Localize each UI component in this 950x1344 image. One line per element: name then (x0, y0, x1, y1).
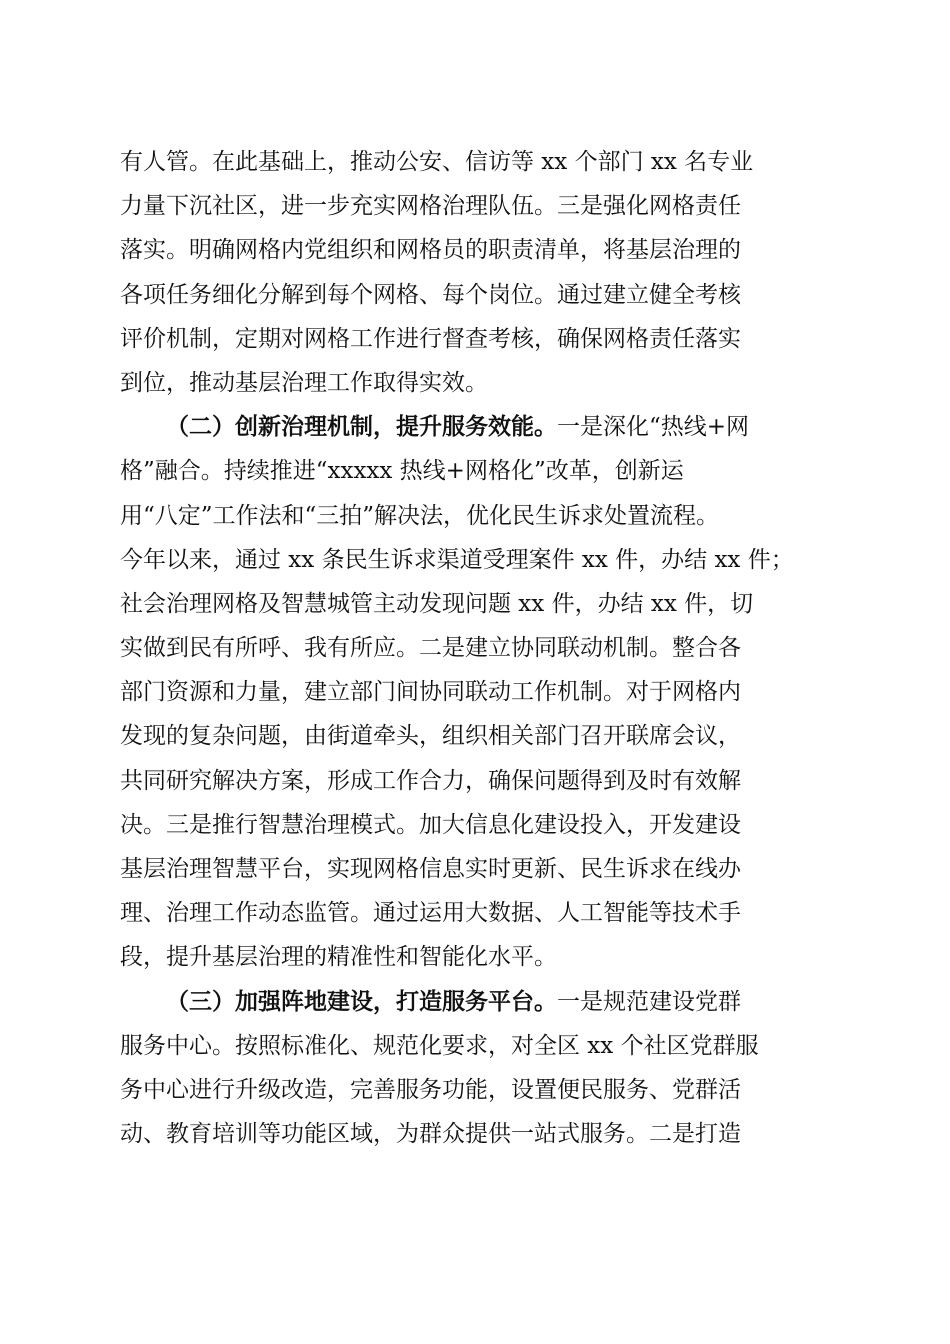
text-line (120, 980, 830, 1024)
text-line: 评价机制，定期对网格工作进行督查考核，确保网格责任落实 (120, 325, 741, 352)
paragraph-1 (120, 140, 830, 405)
text-line: 服务中心。按照标准化、规范化要求，对全区 xx 个社区党群服 (120, 1032, 759, 1059)
text-line: 动、教育培训等功能区域，为群众提供一站式服务。二是打造 (120, 1121, 741, 1148)
text-line: 今年以来，通过 xx 条民生诉求渠道受理案件 xx 件，办结 xx 件； (120, 546, 794, 573)
text-line: 各项任务细化分解到每个网格、每个岗位。通过建立健全考核 (120, 281, 741, 308)
paragraph-3 (120, 980, 830, 1157)
text-line: 格”融合。持续推进“xxxxx 热线+网格化”改革，创新运 (120, 458, 684, 485)
section-heading: （三）加强阵地建设，打造服务平台。 (166, 987, 557, 1015)
text-line: 发现的复杂问题，由街道牵头，组织相关部门召开联席会议， (120, 723, 741, 750)
text-line: 理、治理工作动态监管。通过运用大数据、人工智能等技术手 (120, 900, 741, 927)
text-line: 社会治理网格及智慧城管主动发现问题 xx 件，办结 xx 件，切 (120, 590, 754, 617)
text-line: 到位，推动基层治理工作取得实效。 (120, 369, 488, 396)
paragraph-2 (120, 405, 830, 979)
text-line: 落实。明确网格内党组织和网格员的职责清单，将基层治理的 (120, 237, 741, 264)
text-line: 部门资源和力量，建立部门间协同联动工作机制。对于网格内 (120, 679, 741, 706)
text-line: 决。三是推行智慧治理模式。加大信息化建设投入，开发建设 (120, 811, 741, 838)
text-run: 一是规范建设党群 (557, 988, 741, 1015)
text-line: 实做到民有所呼、我有所应。二是建立协同联动机制。整合各 (120, 635, 741, 662)
text-line: 务中心进行升级改造，完善服务功能，设置便民服务、党群活 (120, 1076, 741, 1103)
document-body (120, 140, 830, 1156)
text-line: 力量下沉社区，进一步充实网格治理队伍。三是强化网格责任 (120, 193, 741, 220)
text-line: 基层治理智慧平台，实现网格信息实时更新、民生诉求在线办 (120, 856, 741, 882)
text-line: 用“八定”工作法和“三拍”解决法，优化民生诉求处置流程。 (120, 502, 720, 529)
section-heading: （二）创新治理机制，提升服务效能。 (166, 413, 557, 441)
text-line (120, 405, 830, 449)
text-line: 共同研究解决方案，形成工作合力，确保问题得到及时有效解 (120, 767, 741, 794)
text-line: 有人管。在此基础上，推动公安、信访等 xx 个部门 xx 名专业 (120, 149, 754, 175)
text-run: 一是深化“热线+网 (557, 414, 750, 441)
text-line: 段，提升基层治理的精准性和智能化水平。 (120, 944, 557, 971)
